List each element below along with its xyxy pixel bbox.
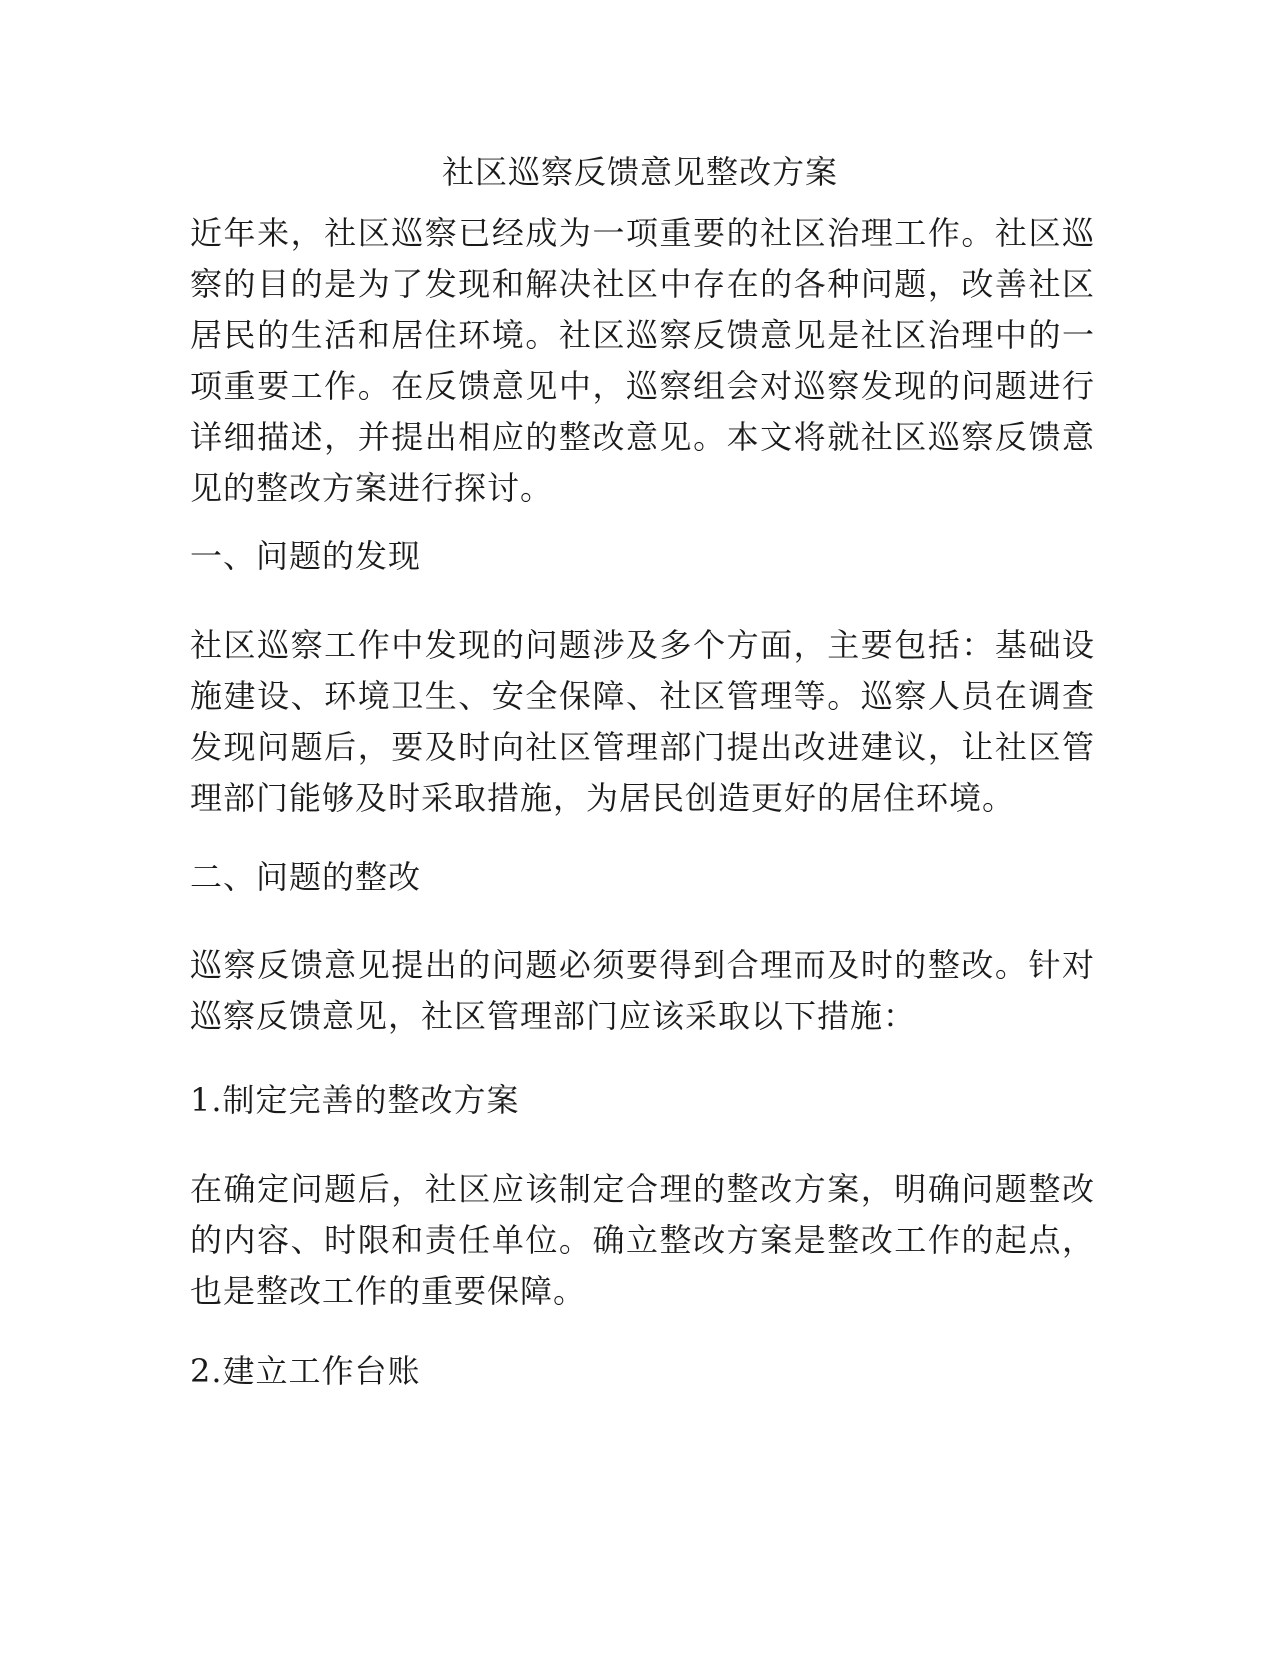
item-1-heading: 1.制定完善的整改方案 — [190, 1081, 520, 1119]
item-2-heading: 2.建立工作台账 — [190, 1352, 421, 1390]
document-title: 社区巡察反馈意见整改方案 — [441, 153, 838, 191]
section-1-heading: 一、问题的发现 — [190, 537, 422, 575]
section-2-paragraph: 巡察反馈意见提出的问题必须要得到合理而及时的整改。针对巡察反馈意见，社区管理部门应该采取以下措施： — [190, 946, 1095, 1035]
intro-paragraph: 近年来，社区巡察已经成为一项重要的社区治理工作。社区巡察的目的是为了发现和解决社区中存在的各种问题，改善社区居民的生活和居住环境。社区巡察反馈意见是社区治理中的一项重要工作。在反馈意见中，巡察组会对巡察发现的问题进行详细描述，并提出相应的整改意见。本文将就社区巡察反馈意见的整改方案进行探讨。 — [190, 214, 1095, 507]
item-1-paragraph: 在确定问题后，社区应该制定合理的整改方案，明确问题整改的内容、时限和责任单位。确立整改方案是整改工作的起点，也是整改工作的重要保障。 — [190, 1170, 1095, 1310]
section-2-heading: 二、问题的整改 — [190, 858, 422, 896]
section-1-paragraph: 社区巡察工作中发现的问题涉及多个方面，主要包括：基础设施建设、环境卫生、安全保障、社区管理等。巡察人员在调查发现问题后，要及时向社区管理部门提出改进建议，让社区管理部门能够及时采取措施，为居民创造更好的居住环境。 — [190, 626, 1095, 817]
